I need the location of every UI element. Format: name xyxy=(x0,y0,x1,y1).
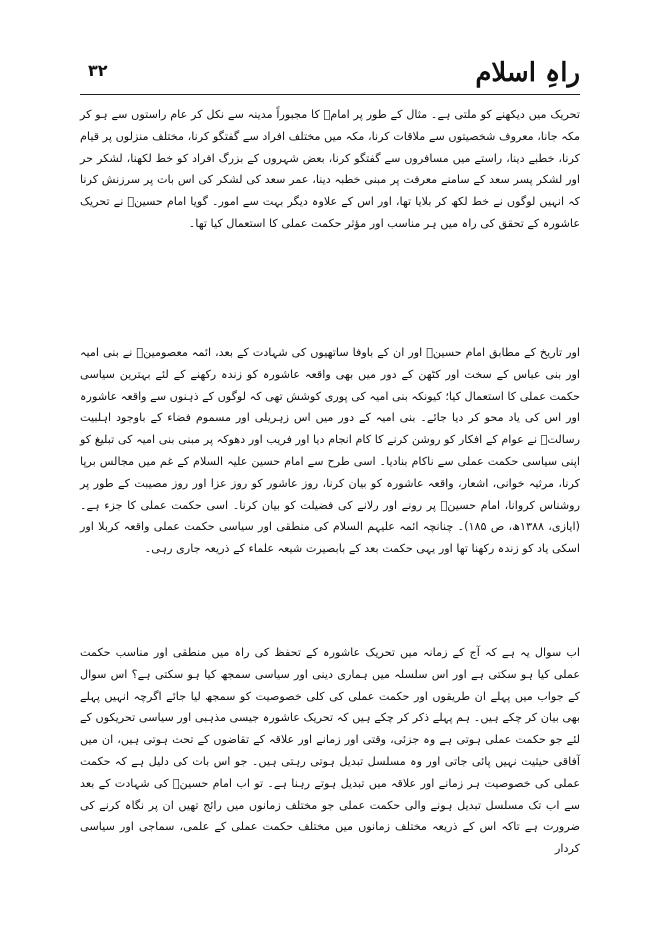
header-divider xyxy=(80,94,580,95)
article-body xyxy=(80,104,580,920)
page-header xyxy=(80,55,580,95)
paragraph: تحریک میں دیکھنے کو ملتی ہے۔ مثال کے طور پر امامؑ کا مجبوراً مدینہ سے نکل کر عام راستوں سے ہو کر مکہ جانا، معروف شخصیتوں سے ملاقات کرنا، مکہ میں مختلف افراد سے گفتگو کرنا، مختلف منزلوں پر قیام کرنا، خطبے دینا، راستے میں مسافروں سے گفتگو کرنا، بعض شہروں کے بزرگ افراد کو خط لکھنا، لشکر حر اور لشکر پسر سعد کے سامنے معرفت پر مبنی خطبہ دینا، عمر سعد کی لشکر کی اس بات پر سرزنش کرنا کہ انہیں لوگوں نے خط لکھ کر بلایا تھا، اور اس کے علاوہ دیگر بہت سے امور۔ گویا امام حسینؑ نے تحریک عاشورہ کے تحقق کی راہ میں ہر مناسب اور مؤثر حکمت عملی کا استعمال کیا تھا۔ xyxy=(80,108,580,230)
paragraph: اب سوال یہ ہے کہ آج کے زمانہ میں تحریک عاشورہ کے تحفظ کی راہ میں منطقی اور مناسب حکمت عملی کیا ہو سکتی ہے اور اس سلسلہ میں ہماری دینی اور سیاسی سمجھ کیا ہو سکتی ہے؟ اس سوال کے جواب میں پہلے ان طریقوں اور حکمت عملی کی کلی خصوصیت کو سمجھ لیا جائے اگرچہ انہیں پہلے بھی بیان کر چکے ہیں۔ ہم پہلے ذکر کر چکے ہیں کہ تحریک عاشورہ جیسی مذہبی اور سیاسی تحریکوں کے لئے جو حکمت عملی ہوتی ہے وہ جزئی، وقتی اور زمانے اور علاقہ کے تقاضوں کے تحت ہوتی ہیں، ان میں آفاقی حیثیت نہیں پائی جاتی اور وہ مسلسل تبدیل ہوتی رہتی ہیں۔ جو اس بات کی دلیل ہے کہ حکمت عملی کی خصوصیت ہر زمانے اور علاقہ میں تبدیل ہوتے رہنا ہے۔ تو اب امام حسینؑ کی شہادت کے بعد سے اب تک مسلسل تبدیل ہونے والی حکمت عملی جو مختلف زمانوں میں رائج تھیں ان پر نگاہ کرنے کی ضرورت ہے تاکہ اس کے ذریعہ مختلف زمانوں میں مختلف حکمت عملی کے علمی، سماجی اور سیاسی کردار xyxy=(80,646,580,856)
page-number: ۳۲ xyxy=(88,61,108,80)
journal-title: راہِ اسلام xyxy=(475,58,580,88)
paragraph: اور تاریخ کے مطابق امام حسینؑ اور ان کے باوفا ساتھیوں کی شہادت کے بعد، ائمہ معصومینؑ نے بنی امیہ اور بنی عباس کے سخت اور کٹھن کے دور میں بھی واقعہ عاشورہ کو زندہ رکھنے کے لئے بہترین سیاسی حکمت عملی کا استعمال کیا؛ کیونکہ بنی امیہ کی پوری کوشش تھی کہ لوگوں کے ذہنوں سے واقعہ عاشورہ اور اس کی یاد محو کر دیا جائے۔ بنی امیہ کے دور میں اس زہریلی اور مسموم فضاء کے باوجود اہلبیت رسالتؑ نے عوام کے افکار کو روشن کرنے کا کام انجام دیا اور فریب اور دھوکہ پر مبنی بنی امیہ کی تبلیغ کو اپنی سیاسی حکمت عملی سے ناکام بنادیا۔ اسی طرح سے امام حسین علیہ السلام کے غم میں مجالس برپا کرنا، مرثیہ خوانی، اشعار، واقعہ عاشورہ کو بیان کرنا، روز عاشور کو روز عزا اور روز مصیبت کے طور پر روشناس کروانا، امام حسینؑ پر رونے اور رلانے کی فضیلت کو بیان کرنا۔ اسی حکمت عملی کا جزء ہے۔ (ایازی، ۱۳۸۸ھ، ص ۱۸۵)۔ چنانچہ ائمہ علیہم السلام کی منطقی اور سیاسی حکمت عملی واقعہ کربلا اور اسکی یاد کو زندہ رکھنا تھا اور یہی حکمت بعد کے بابصیرت شیعہ علماء کے ذریعہ جاری رہی۔ xyxy=(80,346,580,556)
